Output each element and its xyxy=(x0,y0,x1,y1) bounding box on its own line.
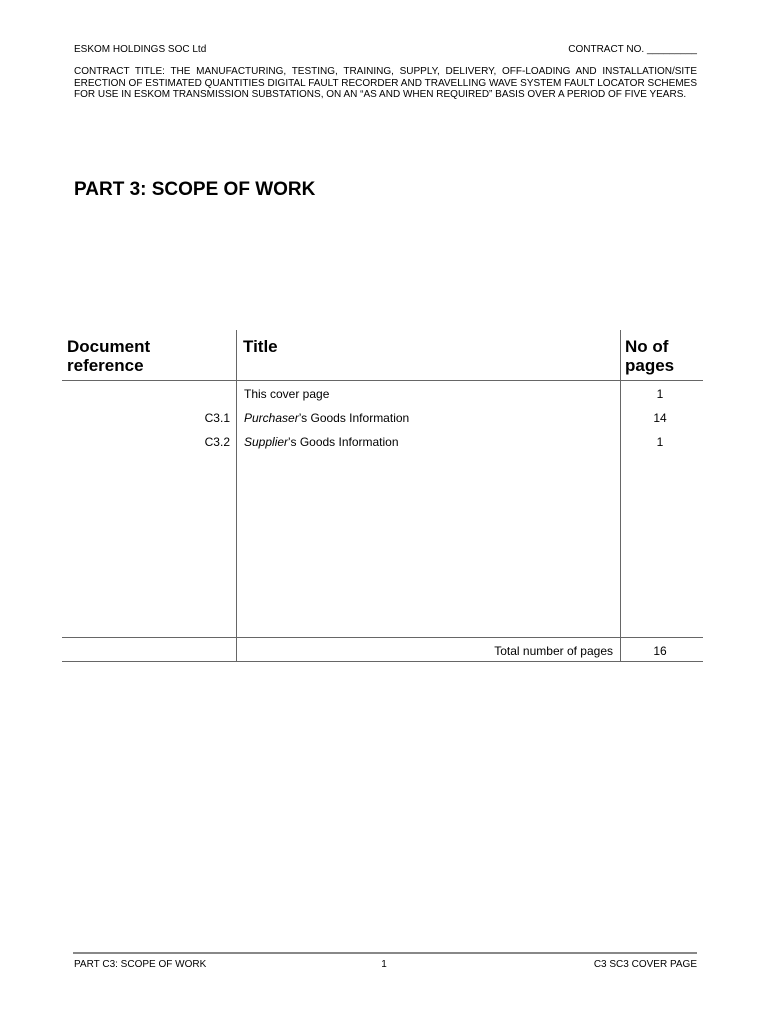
row-title-text: ’s Goods Information xyxy=(288,435,399,449)
row-title xyxy=(244,435,399,449)
header-row-divider xyxy=(62,380,703,381)
contract-number: CONTRACT NO. _________ xyxy=(568,44,697,55)
footer-section: PART C3: SCOPE OF WORK xyxy=(74,959,207,970)
row-pages: 1 xyxy=(656,435,664,449)
table-bottom-border xyxy=(62,661,703,662)
title-header: Title xyxy=(243,337,278,356)
row-title xyxy=(244,411,409,425)
total-value: 16 xyxy=(653,644,667,658)
row-title-italic: Purchaser xyxy=(244,411,299,425)
company-name: ESKOM HOLDINGS SOC Ltd xyxy=(74,44,207,55)
row-title-italic: Supplier xyxy=(244,435,289,449)
row-title xyxy=(244,387,329,401)
row-ref: C3.1 xyxy=(204,411,230,425)
page-number: 1 xyxy=(381,959,387,970)
contents-table xyxy=(62,330,703,662)
doc-ref-header-line2: reference xyxy=(67,356,144,375)
pages-header-line1: No of xyxy=(625,337,669,356)
footer-document-name: C3 SC3 COVER PAGE xyxy=(593,959,697,970)
contract-title: CONTRACT TITLE: THE MANUFACTURING, TESTING, TRAINING, SUPPLY, DELIVERY, OFF-LOADING AND INSTALLATION/SITE ERECTION OF ESTIMATED QUANTITIES DIGITAL FAULT RECORDER AND TRAVELLING WAVE SYSTEM FAULT LOCATOR SCHEMES FOR USE IN ESKOM TRANSMISSION SUBSTATIONS, ON AN “AS AND WHEN REQUIRED” BASIS OVER A PERIOD OF FIVE YEARS. xyxy=(74,66,697,100)
footer-divider xyxy=(73,952,697,954)
doc-ref-header-line1: Document xyxy=(67,337,151,356)
row-title-text: ’s Goods Information xyxy=(298,411,410,425)
row-pages: 14 xyxy=(653,411,667,425)
doc-ref-header xyxy=(67,337,150,375)
total-row-top-divider xyxy=(62,637,703,638)
row-title-text: This cover page xyxy=(244,387,330,401)
pages-header-line2: pages xyxy=(625,356,675,375)
total-label: Total number of pages xyxy=(494,644,613,658)
page-title: PART 3: SCOPE OF WORK xyxy=(74,179,316,200)
pages-header xyxy=(625,337,674,375)
row-ref: C3.2 xyxy=(204,435,230,449)
row-pages: 1 xyxy=(656,387,664,401)
